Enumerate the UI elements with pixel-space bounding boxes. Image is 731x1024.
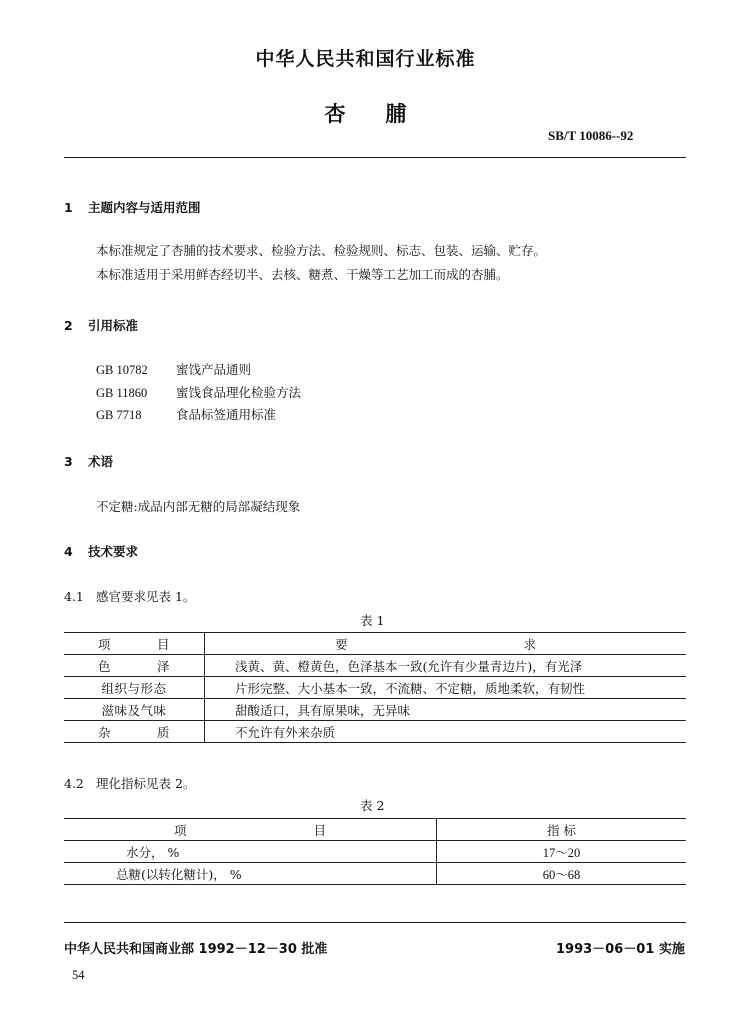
subsection-4-1 [64,587,195,605]
reference-item [96,360,251,378]
table-row [64,699,686,721]
requirement-cell: 浅黄、黄、橙黄色，色泽基本一致(允许有少量青边片)，有光泽 [205,655,687,677]
table-header-row [64,633,686,655]
header-item [64,633,205,655]
item-char: 泽 [156,658,170,674]
effective-note: 1993－06－01 实施 [556,942,685,957]
document-title: 杏脯 [324,102,447,126]
item-cell: 组织与形态 [64,677,205,699]
value-cell: 60～68 [437,863,687,885]
header-item [64,819,437,841]
page-number: 54 [72,968,85,982]
header-value [437,819,687,841]
section-number: 2 [64,318,73,333]
table-row [64,863,686,885]
header-char: 目 [156,636,170,652]
section-number: 4 [64,544,73,559]
reference-item [96,405,276,423]
header-char: 项 [98,636,112,652]
header-char: 项 [174,822,187,838]
reference-name: 蜜饯食品理化检验方法 [176,385,302,400]
requirement-cell: 甜酸适口，具有原果味，无异味 [205,699,687,721]
header-char: 标 [563,822,576,838]
approval-note: 中华人民共和国商业部 1992－12－30 批准 [64,942,328,957]
requirement-cell: 片形完整、大小基本一致，不流糖、不定糖，质地柔软，有韧性 [205,677,687,699]
term-definition: 不定糖:成品内部无糖的局部凝结现象 [96,499,301,514]
reference-code: GB 10782 [96,363,148,377]
header-rule [64,157,686,158]
item-cell: 水分， % [64,841,437,863]
section-title: 主题内容与适用范围 [88,200,201,215]
table-header-row [64,819,686,841]
header-char: 求 [523,636,536,652]
header-char: 要 [335,636,348,652]
requirement-cell: 不允许有外来杂质 [205,721,687,743]
table-1 [64,632,686,743]
reference-code: GB 7718 [96,408,142,422]
reference-name: 食品标签通用标准 [176,407,277,422]
paragraph: 本标准适用于采用鲜杏经切半、去核、糖煮、干燥等工艺加工而成的杏脯。 [96,267,509,282]
table-row [64,655,686,677]
header-char: 指 [547,822,560,838]
section-number: 3 [64,454,73,469]
section-title: 技术要求 [88,544,139,559]
item-cell [64,655,205,677]
subsection-text: 理化指标见表 2。 [96,776,196,791]
table-row [64,841,686,863]
item-cell: 总糖(以转化糖计)， % [64,863,437,885]
paragraph: 本标准规定了杏脯的技术要求、检验方法、检验规则、标志、包装、运输、贮存。 [96,243,547,258]
header-char: 目 [313,822,326,838]
value-cell: 17～20 [437,841,687,863]
section-3-heading [64,452,113,470]
reference-name: 蜜饯产品通则 [176,362,252,377]
footer-rule [64,922,686,923]
reference-item [96,383,301,401]
table-2 [64,818,686,885]
subsection-text: 感官要求见表 1。 [96,589,196,604]
item-char: 杂 [98,724,112,740]
section-4-heading [64,542,138,560]
standard-code: SB/T 10086--92 [548,128,634,143]
table-row [64,677,686,699]
table-row [64,721,686,743]
item-char: 色 [98,658,112,674]
section-title: 引用标准 [88,318,139,333]
item-cell: 滋味及气味 [64,699,205,721]
document-org: 中华人民共和国行业标准 [255,48,476,70]
item-char: 质 [156,724,170,740]
header-requirement [205,633,687,655]
reference-code: GB 11860 [96,386,148,400]
subsection-4-2 [64,774,195,792]
section-1-heading [64,198,201,216]
subsection-number: 4.1 [64,589,84,604]
table-2-caption: 表 2 [360,798,385,813]
section-title: 术语 [88,454,114,469]
section-number: 1 [64,200,73,215]
section-2-heading [64,316,138,334]
subsection-number: 4.2 [64,776,84,791]
table-1-caption: 表 1 [360,613,385,628]
item-cell [64,721,205,743]
